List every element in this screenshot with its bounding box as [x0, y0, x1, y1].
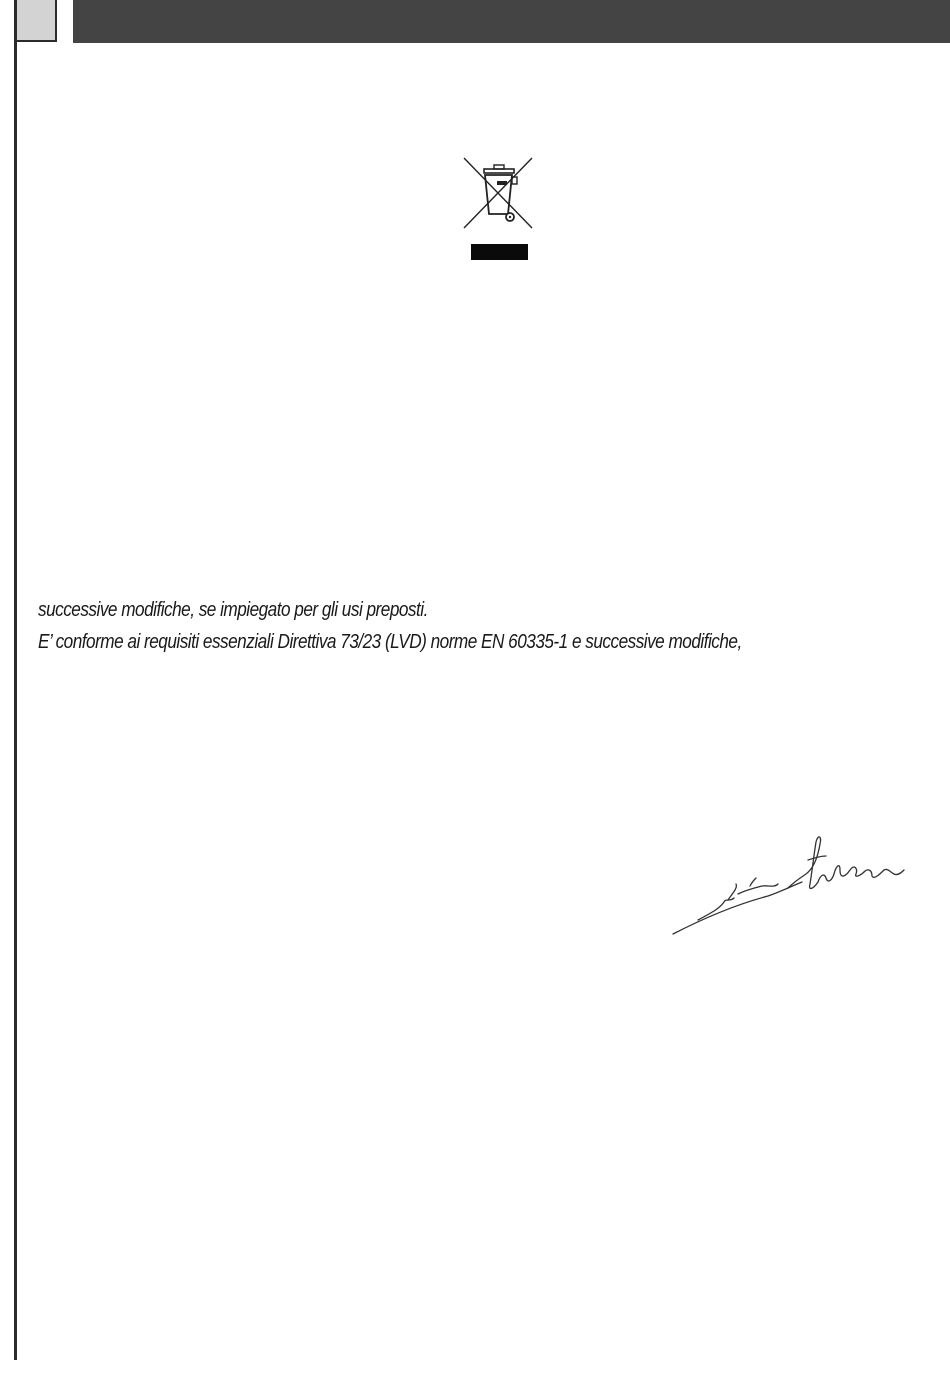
page-corner-box — [15, 0, 57, 42]
signature-image — [668, 828, 908, 940]
declaration-line-1: successive modifiche, se impiegato per gli usi preposti. — [38, 599, 428, 621]
header-bar — [73, 0, 950, 43]
left-margin-rule — [14, 0, 17, 1360]
declaration-line-2: E’ conforme ai requisiti essenziali Direttiva 73/23 (LVD) norme EN 60335-1 e successive modifiche, — [38, 631, 742, 653]
weee-bin-icon — [460, 156, 536, 264]
